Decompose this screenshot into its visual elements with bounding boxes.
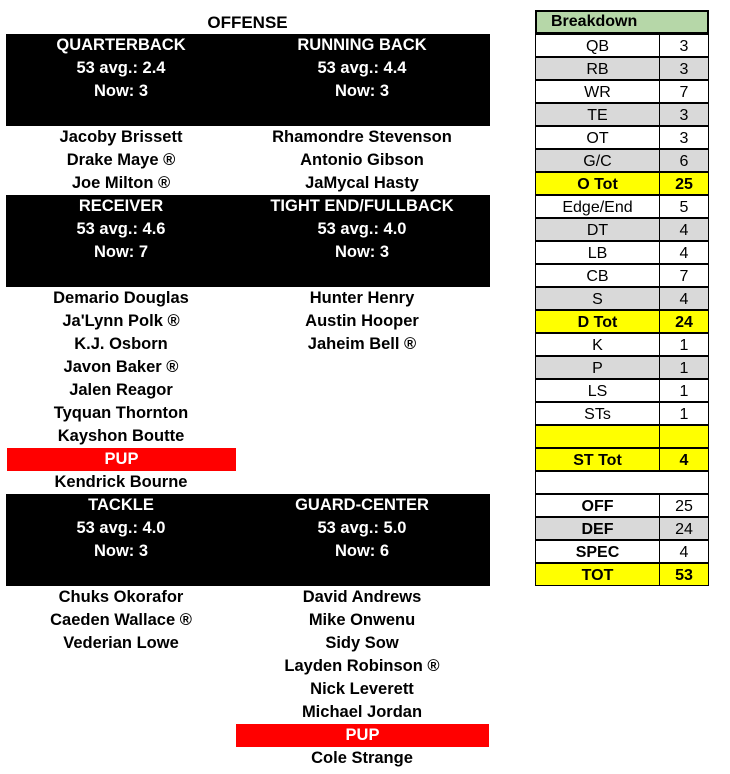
- player-name: Drake Maye ®: [66, 151, 176, 169]
- breakdown-label: SPEC: [535, 540, 660, 563]
- breakdown-label: QB: [535, 34, 660, 57]
- player-name: Cole Strange: [311, 749, 413, 767]
- breakdown-value: 24: [659, 310, 709, 333]
- player-name: Demario Douglas: [53, 289, 189, 307]
- player-name: Ja'Lynn Polk ®: [62, 312, 180, 330]
- breakdown-label: TOT: [535, 563, 660, 586]
- breakdown-label: S: [535, 287, 660, 310]
- breakdown-value: 4: [659, 287, 709, 310]
- breakdown-value: 7: [659, 80, 709, 103]
- breakdown-row: [535, 540, 709, 563]
- breakdown-label: STs: [535, 402, 660, 425]
- breakdown-row: [535, 333, 709, 356]
- position-title: QUARTERBACK: [56, 36, 186, 54]
- player-name: Kayshon Boutte: [57, 427, 185, 445]
- breakdown-row: [535, 34, 709, 57]
- breakdown-label: DT: [535, 218, 660, 241]
- player-name: Joe Milton ®: [71, 174, 171, 192]
- position-now: Now: 3: [334, 82, 390, 100]
- breakdown-label: Edge/End: [535, 195, 660, 218]
- breakdown-label: LB: [535, 241, 660, 264]
- position-title: GUARD-CENTER: [295, 496, 429, 514]
- breakdown-row: [535, 264, 709, 287]
- breakdown-value: 25: [659, 494, 709, 517]
- player-name: Chuks Okorafor: [58, 588, 184, 606]
- position-now: Now: 7: [93, 243, 149, 261]
- breakdown-value: [659, 425, 709, 448]
- breakdown-value: 1: [659, 379, 709, 402]
- player-name: Javon Baker ®: [63, 358, 179, 376]
- position-now: Now: 3: [93, 542, 149, 560]
- breakdown-label: [535, 471, 709, 494]
- position-avg: 53 avg.: 4.0: [317, 220, 407, 238]
- position-avg: 53 avg.: 4.4: [317, 59, 407, 77]
- breakdown-row: [535, 563, 709, 586]
- breakdown-row: [535, 425, 709, 448]
- breakdown-value: 53: [659, 563, 709, 586]
- breakdown-value: 1: [659, 356, 709, 379]
- breakdown-row: [535, 149, 709, 172]
- breakdown-row: [535, 241, 709, 264]
- breakdown-value: 1: [659, 333, 709, 356]
- breakdown-label: CB: [535, 264, 660, 287]
- breakdown-row: [535, 126, 709, 149]
- breakdown-row: [535, 172, 709, 195]
- breakdown-label: OFF: [535, 494, 660, 517]
- player-name: David Andrews: [302, 588, 422, 606]
- breakdown-row: [535, 379, 709, 402]
- player-name: Hunter Henry: [309, 289, 415, 307]
- position-avg: 53 avg.: 5.0: [317, 519, 407, 537]
- position-now: Now: 3: [334, 243, 390, 261]
- breakdown-value: 3: [659, 126, 709, 149]
- breakdown-value: 4: [659, 218, 709, 241]
- breakdown-label: TE: [535, 103, 660, 126]
- player-name: Jalen Reagor: [69, 381, 173, 399]
- breakdown-label: G/C: [535, 149, 660, 172]
- player-name: Tyquan Thornton: [53, 404, 189, 422]
- position-now: Now: 3: [93, 82, 149, 100]
- player-name: Mike Onwenu: [308, 611, 416, 629]
- breakdown-label: O Tot: [535, 172, 660, 195]
- player-name: Austin Hooper: [305, 312, 419, 330]
- breakdown-row: [535, 103, 709, 126]
- position-title: RUNNING BACK: [297, 36, 427, 54]
- breakdown-value: 3: [659, 34, 709, 57]
- player-name: Nick Leverett: [310, 680, 414, 698]
- breakdown-label: OT: [535, 126, 660, 149]
- position-title: RECEIVER: [78, 197, 164, 215]
- player-name: Jacoby Brissett: [59, 128, 183, 146]
- breakdown-label: LS: [535, 379, 660, 402]
- breakdown-value: 6: [659, 149, 709, 172]
- player-name: Rhamondre Stevenson: [272, 128, 452, 146]
- page-title: OFFENSE: [207, 13, 288, 32]
- player-name: Vederian Lowe: [63, 634, 179, 652]
- breakdown-row: [535, 448, 709, 471]
- player-name: Caeden Wallace ®: [50, 611, 192, 629]
- breakdown-row: [535, 402, 709, 425]
- breakdown-label: ST Tot: [535, 448, 660, 471]
- breakdown-value: 3: [659, 57, 709, 80]
- position-avg: 53 avg.: 2.4: [76, 59, 166, 77]
- breakdown-label: [535, 425, 660, 448]
- breakdown-row: [535, 310, 709, 333]
- breakdown-value: 4: [659, 448, 709, 471]
- position-now: Now: 6: [334, 542, 390, 560]
- breakdown-value: 3: [659, 103, 709, 126]
- breakdown-label: RB: [535, 57, 660, 80]
- breakdown-value: 24: [659, 517, 709, 540]
- player-name: Layden Robinson ®: [284, 657, 440, 675]
- pup-label: PUP: [7, 448, 236, 471]
- breakdown-header: Breakdown: [535, 10, 709, 34]
- breakdown-value: 25: [659, 172, 709, 195]
- player-name: Sidy Sow: [325, 634, 399, 652]
- breakdown-row: [535, 218, 709, 241]
- breakdown-row: [535, 80, 709, 103]
- player-name: Antonio Gibson: [300, 151, 424, 169]
- breakdown-label: WR: [535, 80, 660, 103]
- breakdown-row: [535, 517, 709, 540]
- breakdown-value: 4: [659, 540, 709, 563]
- breakdown-row: [535, 471, 709, 494]
- breakdown-label: K: [535, 333, 660, 356]
- player-name: Kendrick Bourne: [54, 473, 188, 491]
- position-avg: 53 avg.: 4.0: [76, 519, 166, 537]
- breakdown-value: 5: [659, 195, 709, 218]
- position-avg: 53 avg.: 4.6: [76, 220, 166, 238]
- breakdown-row: [535, 494, 709, 517]
- breakdown-value: 4: [659, 241, 709, 264]
- position-title: TACKLE: [88, 496, 154, 514]
- position-title: TIGHT END/FULLBACK: [270, 197, 454, 215]
- breakdown-label: D Tot: [535, 310, 660, 333]
- breakdown-value: 1: [659, 402, 709, 425]
- breakdown-value: 7: [659, 264, 709, 287]
- breakdown-label: DEF: [535, 517, 660, 540]
- breakdown-row: [535, 57, 709, 80]
- player-name: Jaheim Bell ®: [307, 335, 417, 353]
- player-name: JaMycal Hasty: [305, 174, 419, 192]
- breakdown-row: [535, 195, 709, 218]
- breakdown-row: [535, 287, 709, 310]
- pup-label: PUP: [236, 724, 489, 747]
- player-name: K.J. Osborn: [74, 335, 168, 353]
- breakdown-row: [535, 356, 709, 379]
- breakdown-label: P: [535, 356, 660, 379]
- player-name: Michael Jordan: [301, 703, 423, 721]
